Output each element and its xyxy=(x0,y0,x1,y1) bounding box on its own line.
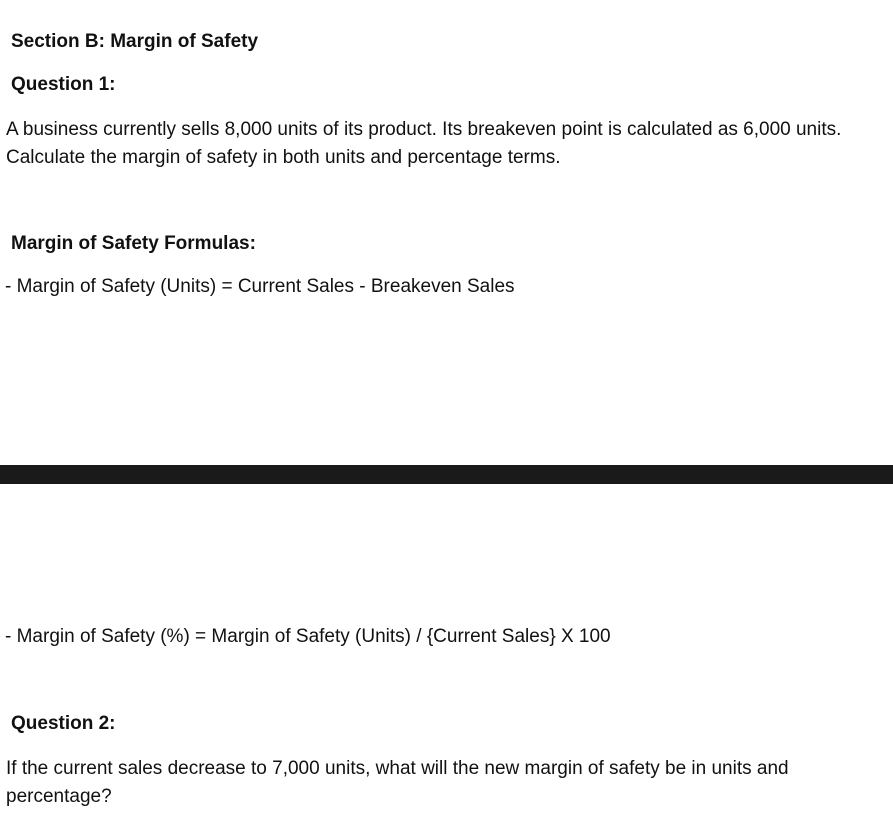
question-1-heading: Question 1: xyxy=(11,74,116,95)
question-2-text: If the current sales decrease to 7,000 units, what will the new margin of safety be in units and percentage? xyxy=(6,758,789,807)
section-title: Section B: Margin of Safety xyxy=(11,31,259,52)
formulas-heading: Margin of Safety Formulas: xyxy=(11,233,256,254)
percent-formula: - Margin of Safety (%) = Margin of Safety (Units) / {Current Sales} X 100 xyxy=(5,626,611,647)
question-2-heading: Question 2: xyxy=(11,713,116,734)
divider-bar xyxy=(0,465,893,484)
units-formula: - Margin of Safety (Units) = Current Sales - Breakeven Sales xyxy=(5,276,515,297)
question-1-text: A business currently sells 8,000 units of its product. Its breakeven point is calculated as 6,000 units. Calculate the margin of safety in both units and percentage terms. xyxy=(6,119,842,168)
